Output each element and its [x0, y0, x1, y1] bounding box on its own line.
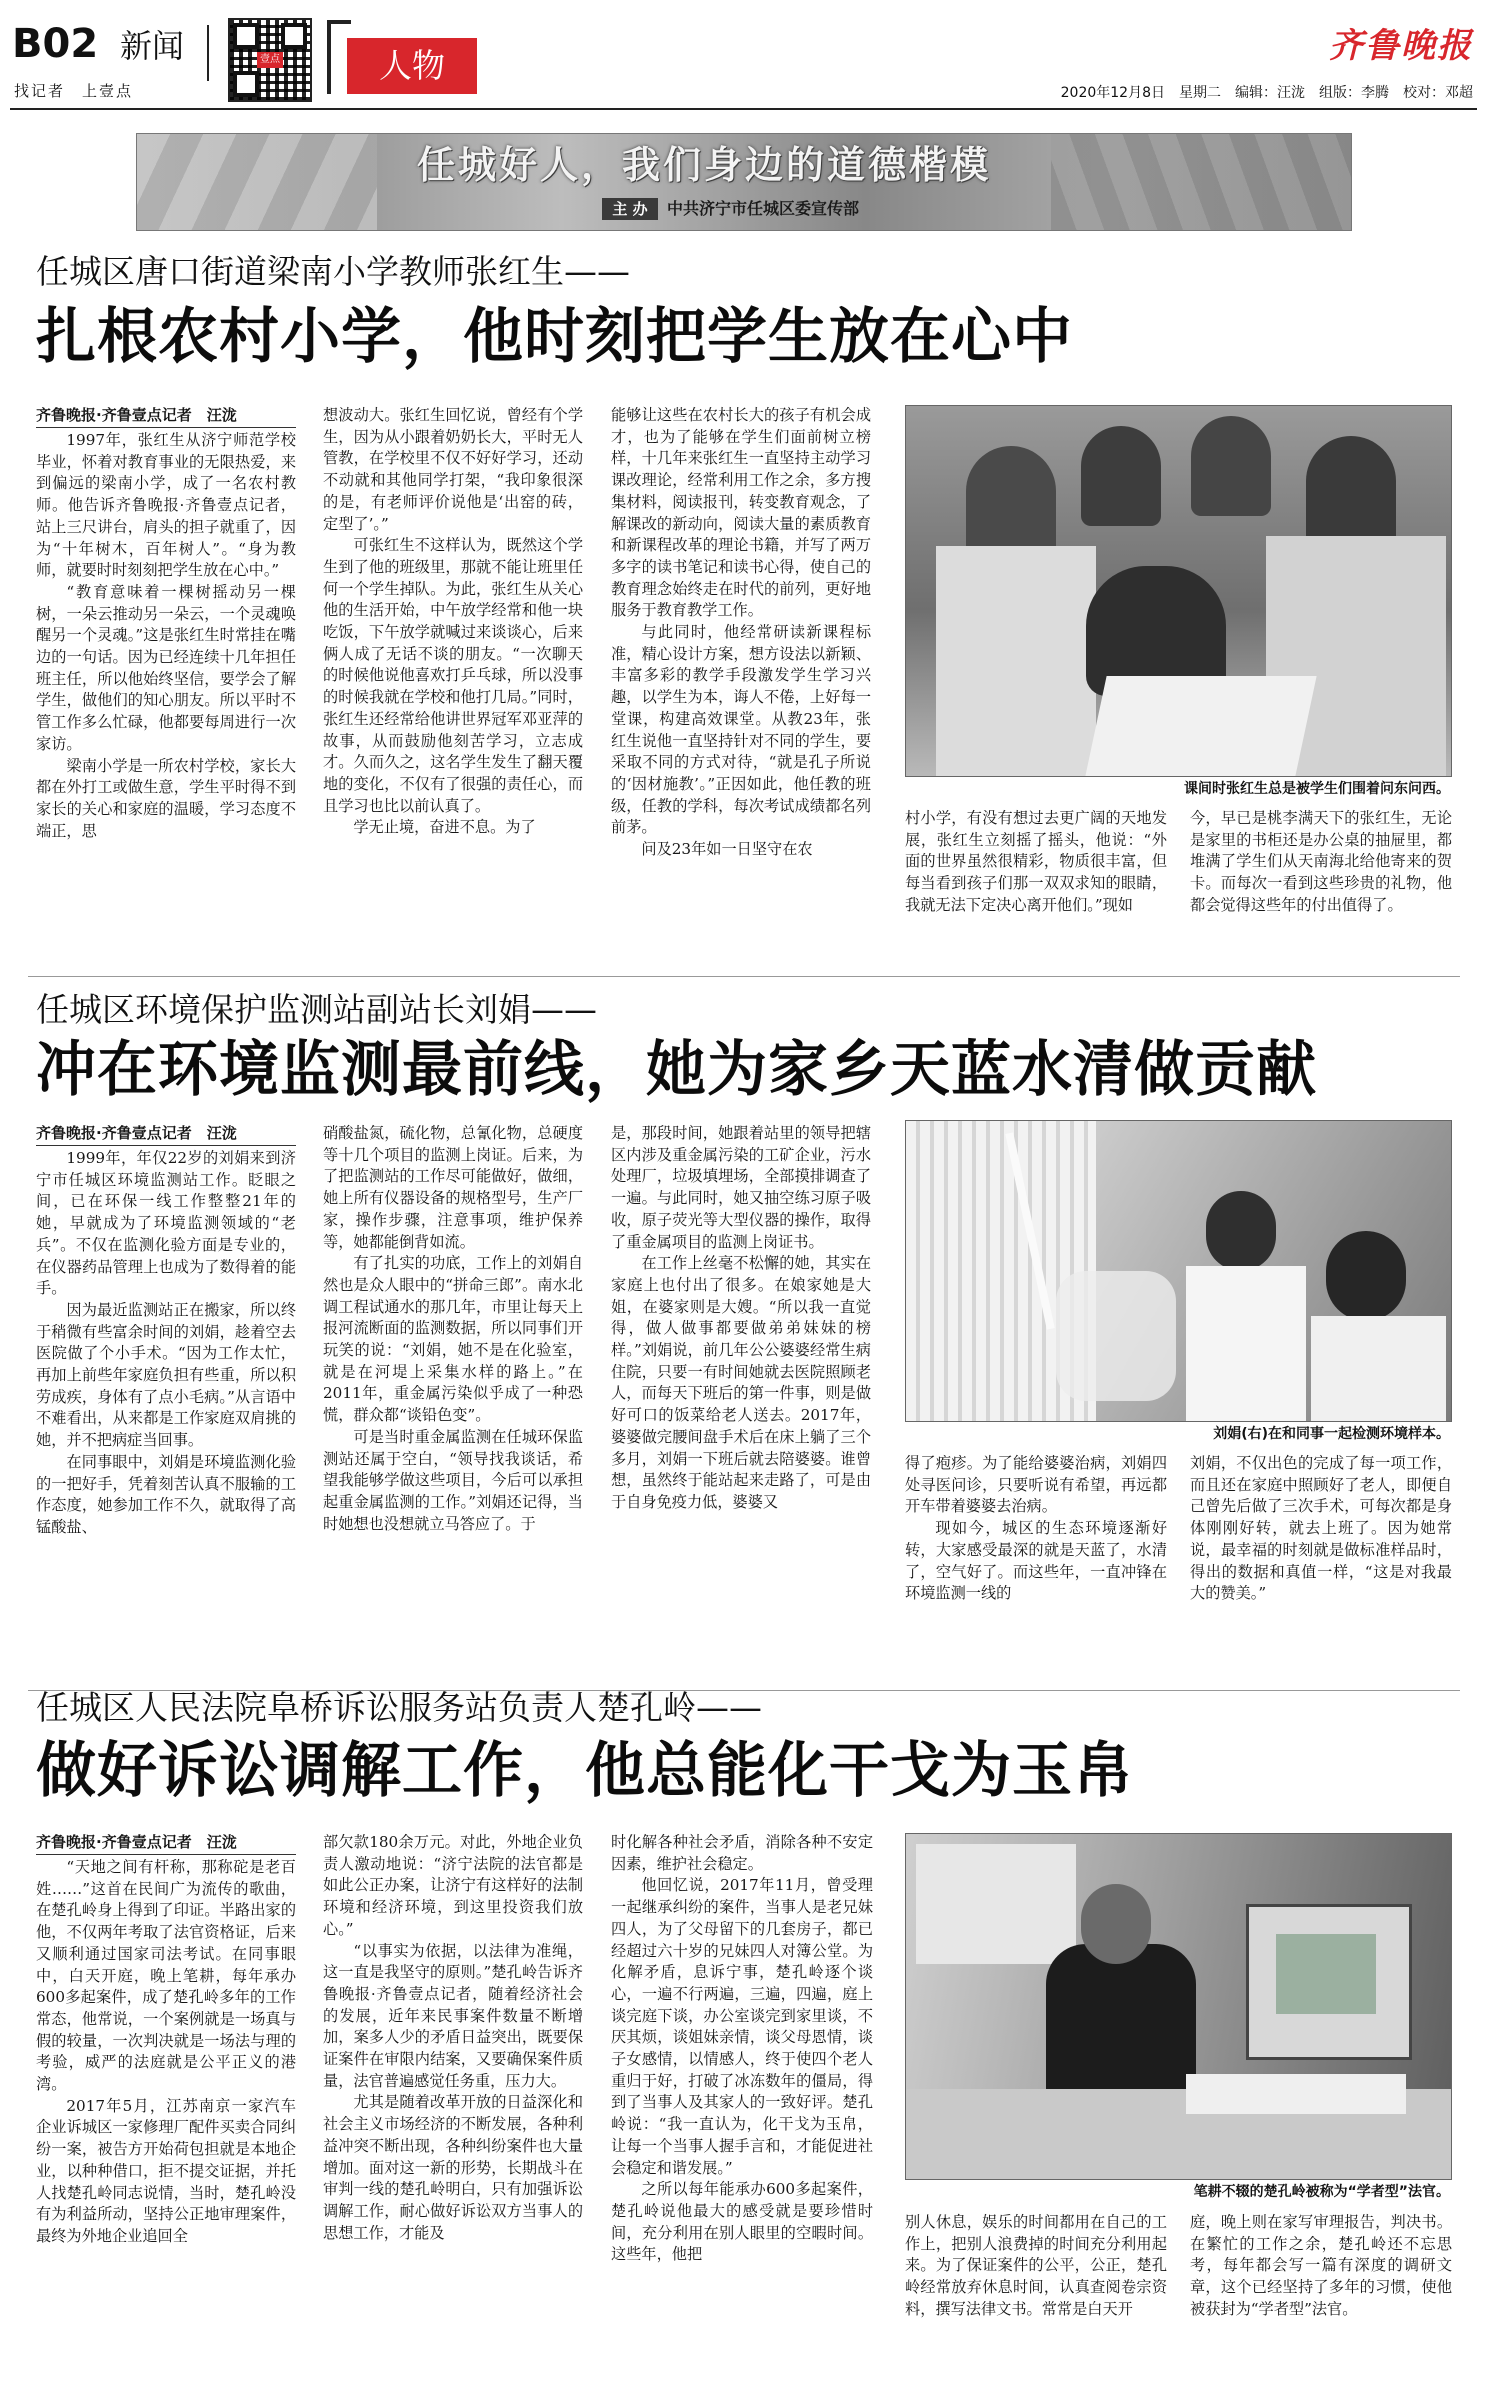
column-tag: 人物 — [347, 38, 477, 94]
article2-col3 — [611, 1123, 871, 1683]
article2-paragraph: 1999年，年仅22岁的刘娟来到济宁市任城区环境监测站工作。眨眼之间，已在环保一线工作整整21年的她，早就成为了环境监测领域的“老兵”。不仅在监测化验方面是专业的，在仪器药品管理上也成为了数得着的能手。 — [36, 1149, 296, 1298]
article2-paragraph: 现如今，城区的生态环境逐渐好转，大家感受最深的就是天蓝了，水清了，空气好了。而这些年，一直冲锋在环境监测一线的 — [905, 1519, 1167, 1603]
article1-paragraph: 学无止境，奋进不息。为了 — [353, 818, 536, 837]
article1-col3 — [611, 405, 871, 970]
article1-subtitle: 任城区唐口街道梁南小学教师张红生—— — [36, 252, 630, 291]
article2-col1 — [36, 1123, 296, 1683]
article3-photo — [905, 1833, 1452, 2180]
article3-paragraph: 2017年5月，江苏南京一家汽车企业诉城区一家修理厂配件买卖合同纠纷一案，被告方开始荷包担就是本地企业，以种种借口，拒不提交证据，并托人找楚孔岭同志说情，当时，楚孔岭没有为利益所动，坚持公正地审理案件，最终为外地企业追回全 — [36, 2096, 296, 2245]
article1-paragraph: 今，早已是桃李满天下的张红生，无论是家里的书柜还是办公桌的抽屉里，都堆满了学生们从天南海北给他寄来的贺卡。而每次一看到这些珍贵的礼物，他都会觉得这些年的付出值得了。 — [1190, 809, 1452, 914]
article1-paragraph: 村小学，有没有想过去更广阔的天地发展，张红生立刻摇了摇头，他说：“外面的世界虽然很精彩，物质很丰富，但每当看到孩子们那一双双求知的眼睛，我就无法下定决心离开他们。”现如 — [905, 809, 1167, 914]
article2-col5 — [1190, 1453, 1452, 1683]
banner-host: 中共济宁市任城区委宣传部 — [667, 199, 860, 218]
article3-paragraph: “以事实为依据，以法律为准绳，这一直是我坚守的原则。”楚孔岭告诉齐鲁晚报·齐鲁壹点记者，随着经济社会的发展，近年来民事案件数量不断增加，案多人少的矛盾日益突出，既要保证案件在审限内结案，又要确保案件质量，法官普遍感觉任务重，压力大。 — [323, 1941, 583, 2090]
article3-paragraph: 时化解各种社会矛盾，消除各种不安定因素，维护社会稳定。 — [611, 1833, 873, 1873]
article1-paragraph: 想波动大。张红生回忆说，曾经有个学生，因为从小跟着奶奶长大，平时无人管教，在学校里不仅不好好学习，还动不动就和其他同学打架，“我印象很深的是，有老师评价说他是‘出窑的砖，定型了’。” — [323, 406, 583, 533]
header-divider — [207, 25, 209, 81]
article3-paragraph: 尤其是随着改革开放的日益深化和社会主义市场经济的不断发展，各种利益冲突不断出现，各种纠纷案件也大量增加。面对这一新的形势，长期战斗在审判一线的楚孔岭明白，只有加强诉讼调解工作，耐心做好诉讼双方当事人的思想工作，才能及 — [323, 2093, 583, 2242]
article3-subtitle: 任城区人民法院阜桥诉讼服务站负责人楚孔岭—— — [36, 1688, 762, 1727]
article1-col2 — [323, 405, 583, 970]
article1-paragraph: 可张红生不这样认为，既然这个学生到了他的班级里，那就不能让班里任何一个学生掉队。为此，张红生从关心他的生活开始，中午放学经常和他一块吃饭，下午放学就喊过来谈谈心，后来俩人成了无话不谈的朋友。“一次聊天的时候他说他喜欢打乒乓球，所以没事的时候我就在学校和他打几局。”同时，张红生还经常给他讲世界冠军邓亚萍的故事，从而鼓励他刻苦学习，立志成才。久而久之，这名学生发生了翻天覆地的变化，不仅有了很强的责任心，而且学习也比以前认真了。 — [323, 536, 583, 815]
article2-paragraph: 刘娟，不仅出色的完成了每一项工作，而且还在家庭中照顾好了老人，即便自己曾先后做了三次手术，可每次都是身体刚刚好转，就去上班了。因为她常说，最幸福的时刻就是做标准样品时，得出的数据和真值一样，“这是对我最大的赞美。” — [1190, 1454, 1452, 1603]
header-rule — [10, 108, 1477, 110]
article3-col1 — [36, 1832, 296, 2380]
article3-paragraph: 之所以每年能承办600多起案件，楚孔岭说他最大的感受就是要珍惜时间，充分利用在别人眼里的空暇时间。这些年，他把 — [611, 2180, 873, 2264]
article1-paragraph: 能够让这些在农村长大的孩子有机会成才，也为了能够在学生们面前树立榜样，十几年来张红生一直坚持主动学习课改理论，经常利用工作之余，多方搜集材料，阅读报刊，转变教育观念，了解课改的新动向，阅读大量的素质教育和新课程改革的理论书籍，并写了两万多字的读书笔记和读书心得，使自己的教育理念始终走在时代的前列，更好地服务于教育教学工作。 — [611, 406, 871, 620]
article-separator — [28, 976, 1460, 977]
qr-logo-label: 壹点 — [257, 52, 283, 68]
section-name: 新闻 — [120, 27, 185, 65]
section-tagline: 找记者 上壹点 — [14, 82, 134, 100]
article2-headline: 冲在环境监测最前线，她为家乡天蓝水清做贡献 — [36, 1035, 1317, 1105]
issue-meta: 2020年12月8日 星期二 编辑：汪泷 组版：李腾 校对：邓超 — [1060, 85, 1473, 101]
article2-photo — [905, 1120, 1452, 1422]
article1-col5 — [1190, 808, 1452, 970]
article3-paragraph: “天地之间有杆称，那称砣是老百姓……”这首在民间广为流传的歌曲，在楚孔岭身上得到了印证。半路出家的他，不仅两年考取了法官资格证，后来又顺利通过国家司法考试。在同事眼中，白天开庭，晚上笔耕，每年承办600多起案件，成了楚孔岭多年的工作常态，他常说，一个案例就是一场真与假的较量，一次判决就是一场法与理的考验，威严的法庭就是公平正义的港湾。 — [36, 1858, 296, 2094]
article2-paragraph: 得了疱疹。为了能给婆婆治病，刘娟四处寻医问诊，只要听说有希望，再远都开车带着婆婆去治病。 — [905, 1454, 1167, 1516]
article2-paragraph: 在工作上丝毫不松懈的她，其实在家庭上也付出了很多。在娘家她是大姐，在婆家则是大嫂。“所以我一直觉得，做人做事都要做弟弟妹妹的榜样。”刘娟说，前几年公公婆婆经常生病住院，只要一有时间她就去医院照顾老人，而每天下班后的第一件事，则是做好可口的饭菜给老人送去。2017年，婆婆做完腰间盘手术后在床上躺了三个多月，刘娟一下班后就去陪婆婆。谁曾想，虽然终于能站起来走路了，可是由于自身免疫力低，婆婆又 — [611, 1254, 871, 1511]
article1-col4 — [905, 808, 1167, 970]
article3-col5 — [1190, 2212, 1452, 2380]
article3-headline: 做好诉讼调解工作，他总能化干戈为玉帛 — [36, 1736, 1134, 1806]
article2-byline: 齐鲁晚报·齐鲁壹点记者 汪泷 — [36, 1123, 296, 1146]
moral-banner — [136, 133, 1352, 231]
article2-paragraph: 有了扎实的功底，工作上的刘娟自然也是众人眼中的“拼命三郎”。南水北调工程试通水的那几年，市里让每天上报河流断面的监测数据，所以同事们开玩笑的说：“刘娟，她不是在化验室，就是在河堤上采集水样的路上。”在2011年，重金属污染似乎成了一种恐慌，群众都“谈铅色变”。 — [323, 1254, 583, 1425]
article3-paragraph: 他回忆说，2017年11月，曾受理一起继承纠纷的案件，当事人是老兄妹四人，为了父母留下的几套房子，都已经超过六十岁的兄妹四人对簿公堂。为化解矛盾，息诉宁事，楚孔岭逐个谈心，一遍不行两遍，三遍，四遍，庭上谈完庭下谈，办公室谈完到家里谈，不厌其烦，谈姐妹亲情，谈父母恩情，谈子女感情，以情感人，终于使四个老人重归于好，打破了冰冻数年的僵局，得到了当事人及其家人的一致好评。楚孔岭说：“我一直认为，化干戈为玉帛，让每一个当事人握手言和，才能促进社会稳定和谐发展。” — [611, 1876, 873, 2177]
qr-code[interactable] — [228, 18, 312, 102]
article3-paragraph: 部欠款180余万元。对此，外地企业负责人激动地说：“济宁法院的法官都是如此公正办案，让济宁有这样好的法制环境和经济环境，到这里投资我们放心。” — [323, 1833, 583, 1938]
article1-headline: 扎根农村小学，他时刻把学生放在心中 — [36, 302, 1073, 372]
article2-paragraph: 是，那段时间，她跟着站里的领导把辖区内涉及重金属污染的工矿企业，污水处理厂，垃圾填埋场，全部摸排调查了一遍。与此同时，她又抽空练习原子吸收，原子荧光等大型仪器的操作，取得了重金属项目的监测上岗证书。 — [611, 1124, 871, 1251]
article1-col1 — [36, 405, 296, 970]
article2-caption: 刘娟(右)在和同事一起检测环境样本。 — [1213, 1426, 1450, 1442]
article3-col3 — [611, 1832, 873, 2380]
article1-paragraph: 1997年，张红生从济宁师范学校毕业，怀着对教育事业的无限热爱，来到偏远的梁南小学，成了一名农村教师。他告诉齐鲁晚报·齐鲁壹点记者，站上三尺讲台，肩头的担子就重了，因为“十年树木，百年树人”。“身为教师，就要时时刻刻把学生放在心中。” — [36, 431, 296, 580]
article2-subtitle: 任城区环境保护监测站副站长刘娟—— — [36, 990, 597, 1029]
article3-byline: 齐鲁晚报·齐鲁壹点记者 汪泷 — [36, 1832, 296, 1855]
article1-byline: 齐鲁晚报·齐鲁壹点记者 汪泷 — [36, 405, 296, 428]
article1-photo — [905, 405, 1452, 777]
article1-paragraph: 与此同时，他经常研读新课程标准，精心设计方案，想方设法以新颖、丰富多彩的教学手段激发学生学习兴趣，以学生为本，诲人不倦，上好每一堂课，构建高效课堂。从教23年，张红生说他一直坚持针对不同的学生，要采取不同的方式对待，“就是孔子所说的‘因材施教’。”正因如此，他任教的班级，任教的学科，每次考试成绩都名列前茅。 — [611, 623, 871, 837]
article3-caption: 笔耕不辍的楚孔岭被称为“学者型”法官。 — [1193, 2184, 1450, 2200]
page-number: B02 — [12, 21, 99, 67]
article3-col2 — [323, 1832, 583, 2380]
article1-caption: 课间时张红生总是被学生们围着问东问西。 — [1184, 781, 1450, 797]
article2-paragraph: 可是当时重金属监测在任城环保监测站还属于空白，“领导找我谈话，希望我能够学做这些项目，今后可以承担起重金属监测的工作。”刘娟还记得，当时她想也没想就立马答应了。于 — [323, 1427, 583, 1533]
article2-paragraph: 因为最近监测站正在搬家，所以终于稍微有些富余时间的刘娟，趁着空去医院做了个小手术。“因为工作太忙，再加上前些年家庭负担有些重，所以积劳成疾，身体有了点小毛病。”从言语中不难看出，从来都是工作家庭双肩挑的她，并不把病症当回事。 — [36, 1300, 296, 1450]
masthead-logo: 齐鲁晚报 — [1329, 26, 1473, 66]
article1-paragraph: 梁南小学是一所农村学校，家长大都在外打工或做生意，学生平时得不到家长的关心和家庭的温暖，学习态度不端正，思 — [36, 756, 296, 840]
article2-paragraph: 硝酸盐氮，硫化物，总氰化物，总硬度等十几个项目的监测上岗证。后来，为了把监测站的工作尽可能做好，做细，她上所有仪器设备的规格型号，生产厂家，操作步骤，注意事项，维护保养等，她都能倒背如流。 — [323, 1124, 583, 1251]
article3-col4 — [905, 2212, 1167, 2380]
article2-col2 — [323, 1123, 583, 1683]
banner-host-label: 主 办 — [602, 198, 658, 220]
article2-paragraph: 在同事眼中，刘娟是环境监测化验的一把好手，凭着刻苦认真不服输的工作态度，她参加工作不久，就取得了高锰酸盐、 — [36, 1452, 296, 1536]
banner-title: 任城好人，我们身边的道德楷模 — [417, 143, 992, 187]
article2-col4 — [905, 1453, 1167, 1683]
article1-paragraph: 问及23年如一日坚守在农 — [641, 840, 813, 859]
article3-paragraph: 庭，晚上则在家写审理报告，判决书。在繁忙的工作之余，楚孔岭还不忘思考，每年都会写一篇有深度的调研文章，这个已经坚持了多年的习惯，使他被获封为“学者型”法官。 — [1190, 2213, 1452, 2318]
article3-paragraph: 别人休息，娱乐的时间都用在自己的工作上，把别人浪费掉的时间充分利用起来。为了保证案件的公平，公正，楚孔岭经常放弃休息时间，认真查阅卷宗资料，撰写法律文书。常常是白天开 — [905, 2213, 1167, 2318]
article1-paragraph: “教育意味着一棵树摇动另一棵树，一朵云推动另一朵云，一个灵魂唤醒另一个灵魂。”这是张红生时常挂在嘴边的一句话。因为已经连续十几年担任班主任，所以他始终坚信，要学会了解学生，做他们的知心朋友。所以平时不管工作多么忙碌，他都要每周进行一次家访。 — [36, 582, 296, 753]
